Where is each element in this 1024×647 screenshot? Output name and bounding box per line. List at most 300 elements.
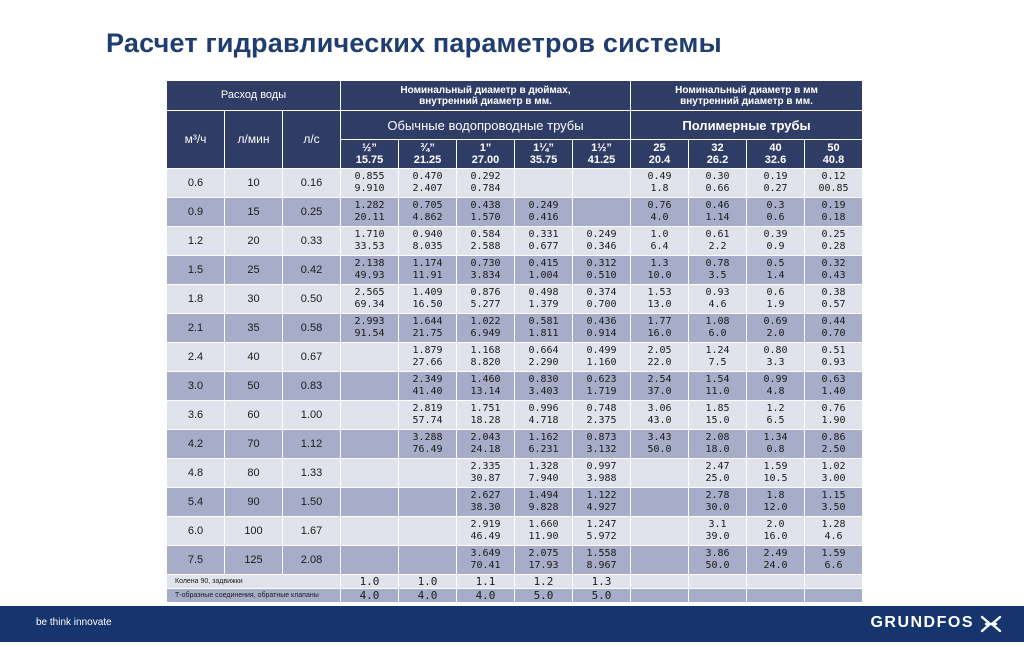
head-loss-value: 70.41 xyxy=(470,560,501,571)
value-cell xyxy=(515,401,573,430)
head-loss-value: 16.0 xyxy=(647,328,672,339)
head-loss-value: 3.3 xyxy=(766,357,785,368)
value-cell xyxy=(573,488,631,517)
fitting-empty-cell xyxy=(747,575,805,589)
flow-cell: 7.5 xyxy=(167,546,225,575)
value-cell xyxy=(341,546,399,575)
value-cell xyxy=(689,546,747,575)
flow-cell: 1.67 xyxy=(283,517,341,546)
velocity-value: 0.19 xyxy=(763,171,788,182)
value-cell xyxy=(805,401,863,430)
diameter-header xyxy=(631,140,689,169)
head-loss-value: 7.940 xyxy=(528,473,559,484)
value-cell xyxy=(457,314,515,343)
head-loss-value: 12.0 xyxy=(763,502,788,513)
head-loss-value: 0.27 xyxy=(763,183,788,194)
head-loss-value: 43.0 xyxy=(647,415,672,426)
value-cell xyxy=(689,488,747,517)
velocity-value: 1.022 xyxy=(470,316,501,327)
velocity-value: 3.649 xyxy=(470,548,501,559)
value-cell xyxy=(341,198,399,227)
velocity-value: 2.54 xyxy=(647,374,672,385)
nominal-diameter: 32 xyxy=(711,142,724,154)
head-loss-value: 1.90 xyxy=(821,415,846,426)
head-loss-value: 27.66 xyxy=(412,357,443,368)
value-cell xyxy=(515,546,573,575)
head-loss-value: 0.18 xyxy=(821,212,846,223)
velocity-value: 1.34 xyxy=(763,432,788,443)
value-cell xyxy=(341,285,399,314)
value-cell xyxy=(515,517,573,546)
fitting-value: 1.3 xyxy=(573,575,631,589)
hydraulic-table xyxy=(166,80,863,603)
value-cell xyxy=(805,546,863,575)
table-row xyxy=(167,517,863,546)
table-row xyxy=(167,169,863,198)
diameter-header xyxy=(747,140,805,169)
head-loss-value: 0.416 xyxy=(528,212,559,223)
velocity-value: 0.19 xyxy=(821,200,846,211)
flow-cell: 0.9 xyxy=(167,198,225,227)
value-cell xyxy=(399,372,457,401)
velocity-value: 3.1 xyxy=(708,519,727,530)
value-cell xyxy=(631,198,689,227)
head-loss-value: 41.40 xyxy=(412,386,443,397)
flow-cell: 35 xyxy=(225,314,283,343)
value-cell xyxy=(399,459,457,488)
head-loss-value: 8.967 xyxy=(586,560,617,571)
velocity-value: 2.819 xyxy=(412,403,443,414)
value-cell xyxy=(573,198,631,227)
head-loss-value: 0.346 xyxy=(586,241,617,252)
head-loss-value: 21.75 xyxy=(412,328,443,339)
inner-diameter: 40.8 xyxy=(822,154,845,166)
velocity-value: 0.249 xyxy=(528,200,559,211)
head-loss-value: 4.8 xyxy=(766,386,785,397)
velocity-value: 1.879 xyxy=(412,345,443,356)
velocity-value: 0.312 xyxy=(586,258,617,269)
velocity-value: 0.876 xyxy=(470,287,501,298)
value-cell xyxy=(805,169,863,198)
velocity-value: 1.162 xyxy=(528,432,559,443)
value-cell xyxy=(399,198,457,227)
value-cell xyxy=(341,256,399,285)
head-loss-value: 16.50 xyxy=(412,299,443,310)
flow-cell: 40 xyxy=(225,343,283,372)
velocity-value: 0.30 xyxy=(705,171,730,182)
flow-cell: 0.42 xyxy=(283,256,341,285)
inch-group-header xyxy=(341,81,631,111)
head-loss-value: 3.132 xyxy=(586,444,617,455)
inner-diameter: 41.25 xyxy=(587,154,616,166)
velocity-value: 0.873 xyxy=(586,432,617,443)
fitting-empty-cell xyxy=(805,589,863,603)
velocity-value: 0.470 xyxy=(412,171,443,182)
value-cell xyxy=(457,459,515,488)
value-cell xyxy=(805,256,863,285)
head-loss-value: 1.40 xyxy=(821,386,846,397)
value-cell xyxy=(457,169,515,198)
velocity-value: 0.436 xyxy=(586,316,617,327)
value-cell xyxy=(631,256,689,285)
value-cell xyxy=(399,169,457,198)
value-cell xyxy=(399,546,457,575)
value-cell xyxy=(515,198,573,227)
flow-cell: 3.6 xyxy=(167,401,225,430)
head-loss-value: 4.6 xyxy=(824,531,843,542)
value-cell xyxy=(573,343,631,372)
velocity-value: 0.996 xyxy=(528,403,559,414)
flow-cell: 0.58 xyxy=(283,314,341,343)
velocity-value: 0.331 xyxy=(528,229,559,240)
head-loss-value: 9.910 xyxy=(354,183,385,194)
head-loss-value: 46.49 xyxy=(470,531,501,542)
head-loss-value: 4.862 xyxy=(412,212,443,223)
flow-cell: 1.2 xyxy=(167,227,225,256)
fitting-empty-cell xyxy=(631,575,689,589)
value-cell xyxy=(515,285,573,314)
value-cell xyxy=(399,314,457,343)
head-loss-value: 3.5 xyxy=(708,270,727,281)
value-cell xyxy=(341,430,399,459)
velocity-value: 3.86 xyxy=(705,548,730,559)
fitting-empty-cell xyxy=(747,589,805,603)
value-cell xyxy=(341,517,399,546)
value-cell xyxy=(515,169,573,198)
velocity-value: 0.940 xyxy=(412,229,443,240)
velocity-value: 2.627 xyxy=(470,490,501,501)
value-cell xyxy=(689,198,747,227)
head-loss-value: 3.988 xyxy=(586,473,617,484)
velocity-value: 0.93 xyxy=(705,287,730,298)
value-cell xyxy=(747,517,805,546)
grundfos-logo: GRUNDFOS xyxy=(870,614,974,631)
velocity-value: 1.0 xyxy=(650,229,669,240)
velocity-value: 1.2 xyxy=(766,403,785,414)
value-cell xyxy=(457,285,515,314)
flow-cell: 1.50 xyxy=(283,488,341,517)
fitting-value: 1.0 xyxy=(341,575,399,589)
flow-cell: 60 xyxy=(225,401,283,430)
fitting-value: 5.0 xyxy=(573,589,631,603)
head-loss-value: 11.0 xyxy=(705,386,730,397)
velocity-value: 0.498 xyxy=(528,287,559,298)
head-loss-value: 24.18 xyxy=(470,444,501,455)
table-row xyxy=(167,227,863,256)
value-cell xyxy=(631,285,689,314)
head-loss-value: 30.87 xyxy=(470,473,501,484)
flow-cell: 30 xyxy=(225,285,283,314)
velocity-value: 0.855 xyxy=(354,171,385,182)
value-cell xyxy=(689,459,747,488)
value-cell xyxy=(689,430,747,459)
velocity-value: 2.0 xyxy=(766,519,785,530)
value-cell xyxy=(689,517,747,546)
velocity-value: 1.168 xyxy=(470,345,501,356)
fitting-value: 1.1 xyxy=(457,575,515,589)
head-loss-value: 1.14 xyxy=(705,212,730,223)
velocity-value: 0.39 xyxy=(763,229,788,240)
velocity-value: 1.53 xyxy=(647,287,672,298)
velocity-value: 0.25 xyxy=(821,229,846,240)
flow-cell: 1.00 xyxy=(283,401,341,430)
value-cell xyxy=(689,227,747,256)
head-loss-value: 1.811 xyxy=(528,328,559,339)
velocity-value: 0.6 xyxy=(766,287,785,298)
head-loss-value: 0.57 xyxy=(821,299,846,310)
poly-pipes-header: Полимерные трубы xyxy=(631,111,863,140)
head-loss-value: 0.6 xyxy=(766,212,785,223)
fitting-empty-cell xyxy=(689,589,747,603)
table-row xyxy=(167,256,863,285)
flow-cell: 0.50 xyxy=(283,285,341,314)
velocity-value: 0.415 xyxy=(528,258,559,269)
value-cell xyxy=(515,372,573,401)
head-loss-value: 13.14 xyxy=(470,386,501,397)
head-loss-value: 10.5 xyxy=(763,473,788,484)
fitting-value: 4.0 xyxy=(341,589,399,603)
head-loss-value: 4.0 xyxy=(650,212,669,223)
flow-cell: 20 xyxy=(225,227,283,256)
velocity-value: 1.8 xyxy=(766,490,785,501)
fitting-empty-cell xyxy=(689,575,747,589)
head-loss-value: 7.5 xyxy=(708,357,727,368)
velocity-value: 0.438 xyxy=(470,200,501,211)
velocity-value: 1.15 xyxy=(821,490,846,501)
value-cell xyxy=(747,488,805,517)
fitting-value: 1.2 xyxy=(515,575,573,589)
value-cell xyxy=(805,314,863,343)
head-loss-value: 30.0 xyxy=(705,502,730,513)
head-loss-value: 0.677 xyxy=(528,241,559,252)
value-cell xyxy=(747,372,805,401)
velocity-value: 0.51 xyxy=(821,345,846,356)
velocity-value: 0.584 xyxy=(470,229,501,240)
value-cell xyxy=(399,343,457,372)
velocity-value: 3.288 xyxy=(412,432,443,443)
velocity-value: 1.282 xyxy=(354,200,385,211)
value-cell xyxy=(747,285,805,314)
velocity-value: 0.292 xyxy=(470,171,501,182)
velocity-value: 0.78 xyxy=(705,258,730,269)
value-cell xyxy=(457,343,515,372)
value-cell xyxy=(341,401,399,430)
velocity-value: 1.85 xyxy=(705,403,730,414)
fitting-label: Т-образные соединения, обратные клапаны xyxy=(167,589,341,603)
value-cell xyxy=(805,517,863,546)
inner-diameter: 27.00 xyxy=(471,154,500,166)
head-loss-value: 0.93 xyxy=(821,357,846,368)
head-loss-value: 0.43 xyxy=(821,270,846,281)
head-loss-value: 15.0 xyxy=(705,415,730,426)
fitting-value: 5.0 xyxy=(515,589,573,603)
value-cell xyxy=(805,198,863,227)
head-loss-value: 1.570 xyxy=(470,212,501,223)
value-cell xyxy=(399,227,457,256)
value-cell xyxy=(399,401,457,430)
head-loss-value: 1.160 xyxy=(586,357,617,368)
value-cell xyxy=(341,372,399,401)
value-cell xyxy=(515,227,573,256)
velocity-value: 2.05 xyxy=(647,345,672,356)
value-cell xyxy=(747,169,805,198)
value-cell xyxy=(631,343,689,372)
velocity-value: 1.710 xyxy=(354,229,385,240)
table-row xyxy=(167,343,863,372)
velocity-value: 0.581 xyxy=(528,316,559,327)
fitting-value: 4.0 xyxy=(399,589,457,603)
velocity-value: 0.249 xyxy=(586,229,617,240)
head-loss-value: 00.85 xyxy=(818,183,849,194)
inner-diameter: 15.75 xyxy=(355,154,384,166)
value-cell xyxy=(631,314,689,343)
value-cell xyxy=(399,430,457,459)
value-cell xyxy=(341,459,399,488)
value-cell xyxy=(631,401,689,430)
fitting-value: 4.0 xyxy=(457,589,515,603)
head-loss-value: 0.784 xyxy=(470,183,501,194)
value-cell xyxy=(689,314,747,343)
head-loss-value: 49.93 xyxy=(354,270,385,281)
head-loss-value: 16.0 xyxy=(763,531,788,542)
value-cell xyxy=(805,285,863,314)
head-loss-value: 1.379 xyxy=(528,299,559,310)
velocity-value: 1.122 xyxy=(586,490,617,501)
velocity-value: 0.61 xyxy=(705,229,730,240)
value-cell xyxy=(399,517,457,546)
flow-cell: 0.6 xyxy=(167,169,225,198)
value-cell xyxy=(631,227,689,256)
value-cell xyxy=(399,285,457,314)
flow-cell: 0.67 xyxy=(283,343,341,372)
velocity-value: 0.748 xyxy=(586,403,617,414)
fitting-label: Колена 90, задвижки xyxy=(167,575,341,589)
velocity-value: 2.993 xyxy=(354,316,385,327)
velocity-value: 0.623 xyxy=(586,374,617,385)
velocity-value: 1.644 xyxy=(412,316,443,327)
value-cell xyxy=(573,372,631,401)
velocity-value: 0.5 xyxy=(766,258,785,269)
head-loss-value: 57.74 xyxy=(412,415,443,426)
velocity-value: 1.02 xyxy=(821,461,846,472)
value-cell xyxy=(515,488,573,517)
velocity-value: 1.59 xyxy=(821,548,846,559)
flow-cell: 50 xyxy=(225,372,283,401)
head-loss-value: 5.277 xyxy=(470,299,501,310)
value-cell xyxy=(573,227,631,256)
head-loss-value: 0.510 xyxy=(586,270,617,281)
velocity-value: 0.76 xyxy=(647,200,672,211)
value-cell xyxy=(631,488,689,517)
head-loss-value: 13.0 xyxy=(647,299,672,310)
table-row xyxy=(167,372,863,401)
head-loss-value: 8.035 xyxy=(412,241,443,252)
flow-cell: 1.33 xyxy=(283,459,341,488)
value-cell xyxy=(747,459,805,488)
head-loss-value: 69.34 xyxy=(354,299,385,310)
head-loss-value: 11.90 xyxy=(528,531,559,542)
value-cell xyxy=(399,488,457,517)
value-cell xyxy=(457,198,515,227)
footer-bar xyxy=(0,606,1024,642)
velocity-value: 1.494 xyxy=(528,490,559,501)
head-loss-value: 1.4 xyxy=(766,270,785,281)
velocity-value: 1.558 xyxy=(586,548,617,559)
head-loss-value: 50.0 xyxy=(647,444,672,455)
head-loss-value: 20.11 xyxy=(354,212,385,223)
velocity-value: 2.08 xyxy=(705,432,730,443)
velocity-value: 1.660 xyxy=(528,519,559,530)
flow-cell: 0.16 xyxy=(283,169,341,198)
mm-group-header xyxy=(631,81,863,111)
value-cell xyxy=(747,198,805,227)
value-cell xyxy=(747,401,805,430)
head-loss-value: 6.4 xyxy=(650,241,669,252)
unit-ls: л/с xyxy=(283,111,341,169)
table-row xyxy=(167,314,863,343)
nominal-diameter: 1¼” xyxy=(533,142,554,154)
flow-cell: 90 xyxy=(225,488,283,517)
head-loss-value: 6.231 xyxy=(528,444,559,455)
velocity-value: 1.77 xyxy=(647,316,672,327)
velocity-value: 0.38 xyxy=(821,287,846,298)
flow-cell: 0.33 xyxy=(283,227,341,256)
flow-cell: 80 xyxy=(225,459,283,488)
flow-cell: 1.12 xyxy=(283,430,341,459)
value-cell xyxy=(747,430,805,459)
fitting-row xyxy=(167,575,863,589)
velocity-value: 0.705 xyxy=(412,200,443,211)
head-loss-value: 1.004 xyxy=(528,270,559,281)
value-cell xyxy=(631,430,689,459)
inner-diameter: 35.75 xyxy=(529,154,558,166)
velocity-value: 0.44 xyxy=(821,316,846,327)
inner-diameter: 26.2 xyxy=(706,154,729,166)
value-cell xyxy=(341,488,399,517)
velocity-value: 0.664 xyxy=(528,345,559,356)
value-cell xyxy=(747,227,805,256)
value-cell xyxy=(805,343,863,372)
value-cell xyxy=(689,169,747,198)
head-loss-value: 2.375 xyxy=(586,415,617,426)
head-loss-value: 0.9 xyxy=(766,241,785,252)
value-cell xyxy=(457,372,515,401)
head-loss-value: 1.8 xyxy=(650,183,669,194)
value-cell xyxy=(573,430,631,459)
value-cell xyxy=(631,372,689,401)
value-cell xyxy=(805,488,863,517)
value-cell xyxy=(457,488,515,517)
unit-lmin: л/мин xyxy=(225,111,283,169)
value-cell xyxy=(573,546,631,575)
head-loss-value: 6.5 xyxy=(766,415,785,426)
velocity-value: 0.99 xyxy=(763,374,788,385)
value-cell xyxy=(805,372,863,401)
flow-cell: 70 xyxy=(225,430,283,459)
value-cell xyxy=(747,343,805,372)
nominal-diameter: 50 xyxy=(827,142,840,154)
velocity-value: 2.075 xyxy=(528,548,559,559)
value-cell xyxy=(457,401,515,430)
head-loss-value: 10.0 xyxy=(647,270,672,281)
value-cell xyxy=(747,314,805,343)
value-cell xyxy=(573,169,631,198)
velocity-value: 1.3 xyxy=(650,258,669,269)
value-cell xyxy=(573,517,631,546)
table-row xyxy=(167,198,863,227)
head-loss-value: 17.93 xyxy=(528,560,559,571)
flow-cell: 4.2 xyxy=(167,430,225,459)
